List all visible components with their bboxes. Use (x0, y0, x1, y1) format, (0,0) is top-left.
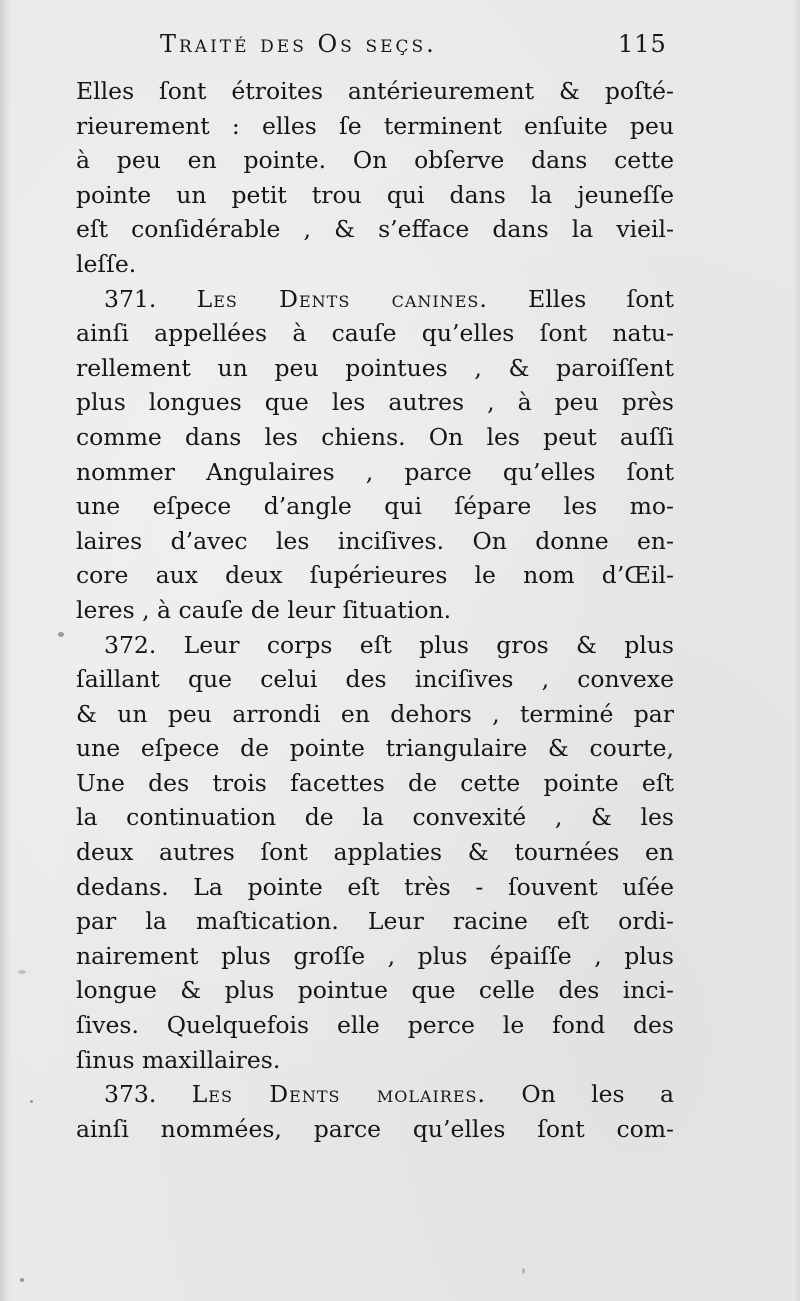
text-line: deux autres ſont applaties & tournées en (76, 838, 674, 867)
paragraph-373-first-line (76, 1077, 674, 1112)
text-line: ſives. Quelquefois elle perce le fond des (76, 1011, 674, 1040)
ink-speck (58, 632, 64, 637)
page-number: 115 (618, 30, 667, 58)
text-line: laires d’avec les inciſives. On donne en- (76, 526, 674, 555)
text-line: rieurement : elles ſe terminent enſuite peu (76, 111, 674, 140)
text-line: ainſi nommées, parce qu’elles ſont com- (76, 1114, 674, 1143)
paragraph-371-first-line (76, 282, 674, 317)
text-line: une eſpece de pointe triangulaire & courte, (76, 734, 674, 763)
text-line: Leur corps eſt plus gros & plus (183, 630, 674, 659)
text-line: nairement plus groſſe , plus épaiſſe , plus (76, 941, 674, 970)
section-heading: Les Dents molaires. (191, 1080, 486, 1109)
ink-speck (18, 970, 26, 974)
text-line: plus longues que les autres , à peu près (76, 388, 674, 417)
text-line: Elles ſont étroites antérieurement & poſté- (76, 77, 674, 105)
text-line: comme dans les chiens. On les peut auſſi (76, 422, 674, 451)
text-line: par la maſtication. Leur racine eſt ordi- (76, 907, 674, 936)
text-line: ſinus maxillaires. (76, 1045, 281, 1074)
body-text (76, 74, 674, 1146)
text-line: ſaillant que celui des inciſives , convexe (76, 665, 674, 694)
paragraph-372-first-line (76, 628, 674, 663)
text-line: On les a (521, 1080, 674, 1109)
running-head-title: Traité des Os seçs. (160, 30, 437, 58)
text-line: dedans. La pointe eſt très - ſouvent uſée (76, 872, 674, 901)
ink-speck (522, 1268, 525, 1274)
text-line: leſſe. (76, 249, 137, 278)
text-line: leres , à cauſe de leur ſituation. (76, 595, 452, 624)
text-line: nommer Angulaires , parce qu’elles ſont (76, 457, 674, 486)
section-heading: Les Dents canines. (196, 284, 488, 313)
text-line: & un peu arrondi en dehors , terminé par (76, 699, 674, 728)
text-line: ainſi appellées à cauſe qu’elles ſont natu- (76, 319, 674, 348)
text-line: Elles ſont (528, 284, 674, 313)
page-left-edge (0, 0, 10, 1301)
paragraph-number: 371. (104, 284, 157, 313)
text-line: Une des trois facettes de cette pointe eſt (76, 768, 674, 797)
paragraph-number: 372. (104, 630, 157, 659)
page-right-edge (792, 0, 800, 1301)
text-line: à peu en pointe. On obſerve dans cette (76, 146, 674, 175)
text-line: la continuation de la convexité , & les (76, 803, 674, 832)
text-line: une eſpece d’angle qui ſépare les mo- (76, 492, 674, 521)
text-line: rellement un peu pointues , & paroiſſent (76, 353, 674, 382)
paragraph-number: 373. (104, 1080, 157, 1109)
text-line: eſt conſidérable , & s’efface dans la vieil- (76, 215, 674, 244)
text-line: pointe un petit trou qui dans la jeuneſſe (76, 180, 674, 209)
text-line: core aux deux ſupérieures le nom d’Œil- (76, 561, 674, 590)
ink-speck (30, 1100, 33, 1103)
ink-speck (20, 1278, 24, 1282)
text-line: longue & plus pointue que celle des inci- (76, 976, 674, 1005)
